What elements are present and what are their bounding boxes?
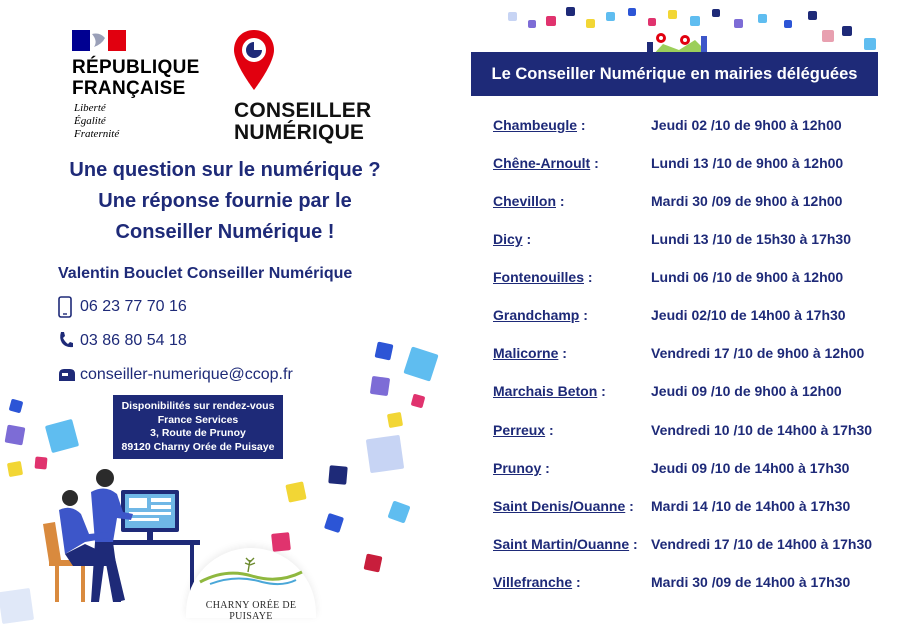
schedule-time: Mardi 30 /09 de 14h00 à 17h30	[651, 574, 851, 590]
conseiller-numerique-logo	[228, 28, 372, 148]
schedule-place: Chevillon :	[493, 193, 565, 209]
schedule-place-link[interactable]: Chêne-Arnoult	[493, 155, 591, 171]
dispo-line1: Disponibilités sur rendez-vous	[121, 400, 275, 412]
confetti-square	[784, 20, 792, 28]
confetti-square	[45, 419, 79, 453]
availability-box	[113, 395, 283, 459]
map-pin-icon	[232, 28, 276, 94]
schedule-place-link[interactable]: Chambeugle	[493, 117, 578, 133]
schedule-place: Chêne-Arnoult :	[493, 155, 599, 171]
confetti-square	[808, 11, 817, 20]
schedule-place: Chambeugle :	[493, 117, 586, 133]
schedule-place: Saint Denis/Ouanne :	[493, 498, 634, 514]
rf-line1: RÉPUBLIQUE	[72, 57, 200, 78]
schedule-place-link[interactable]: Saint Martin/Ouanne	[493, 536, 630, 552]
schedule-place: Fontenouilles :	[493, 269, 593, 285]
confetti-square	[364, 554, 383, 573]
phone-number[interactable]: 03 86 80 54 18	[80, 332, 187, 349]
schedule-place-link[interactable]: Saint Denis/Ouanne	[493, 498, 626, 514]
landscape-icon	[196, 554, 306, 590]
confetti-square	[842, 26, 852, 36]
motto-fraternite: Fraternité	[74, 128, 120, 140]
dispo-line4: 89120 Charny Orée de Puisaye	[121, 440, 275, 453]
headline-line1: Une question sur le numérique ?	[69, 159, 381, 181]
confetti-square	[734, 19, 743, 28]
confetti-square	[668, 10, 677, 19]
schedule-place-link[interactable]: Grandchamp	[493, 307, 580, 323]
confetti-square	[9, 399, 24, 414]
headline-line3: Conseiller Numérique !	[115, 221, 335, 243]
email-address[interactable]: conseiller-numerique@ccop.fr	[80, 366, 293, 383]
schedule-place-link[interactable]: Prunoy	[493, 460, 542, 476]
schedule-time: Mardi 14 /10 de 14h00 à 17h30	[651, 498, 851, 514]
confetti-square	[366, 435, 404, 473]
schedule-time: Jeudi 09 /10 de 9h00 à 12h00	[651, 383, 842, 399]
mobile-number[interactable]: 06 23 77 70 16	[80, 298, 187, 315]
schedule-place-link[interactable]: Perreux	[493, 422, 546, 438]
charny-logo	[186, 548, 316, 622]
confetti-square	[648, 18, 656, 26]
schedule-time: Lundi 06 /10 de 9h00 à 12h00	[651, 269, 844, 285]
headline	[30, 155, 420, 248]
cn-line2: NUMÉRIQUE	[234, 121, 365, 144]
confetti-square	[411, 394, 426, 409]
confetti-square	[370, 376, 390, 396]
marianne-flag-icon	[72, 30, 126, 51]
confetti-square	[328, 465, 348, 485]
confetti-square	[606, 12, 615, 21]
computer-users-illustration	[25, 462, 205, 612]
cn-line1: CONSEILLER	[234, 99, 372, 122]
motto-egalite: Égalité	[74, 115, 106, 127]
phone-icon	[58, 331, 74, 349]
confetti-square	[690, 16, 700, 26]
schedule-time: Lundi 13 /10 de 9h00 à 12h00	[651, 155, 844, 171]
schedule-time: Jeudi 02/10 de 14h00 à 17h30	[651, 307, 846, 323]
confetti-square	[324, 513, 344, 533]
mobile-phone-icon	[58, 296, 72, 318]
dispo-line2: France Services	[157, 413, 239, 426]
confetti-square	[0, 588, 34, 624]
schedule-place-link[interactable]: Dicy	[493, 231, 523, 247]
charny-logo-text: CHARNY ORÉE DE PUISAYE	[205, 600, 297, 622]
confetti-square	[5, 425, 26, 446]
schedule-time: Jeudi 09 /10 de 14h00 à 17h30	[651, 460, 850, 476]
confetti-square	[403, 346, 438, 381]
schedule-place-link[interactable]: Chevillon	[493, 193, 557, 209]
confetti-square	[387, 412, 403, 428]
confetti-square	[758, 14, 767, 23]
confetti-square	[7, 461, 23, 477]
confetti-square	[508, 12, 517, 21]
confetti-square	[628, 8, 636, 16]
schedule-place-link[interactable]: Fontenouilles	[493, 269, 584, 285]
rf-line2: FRANÇAISE	[72, 78, 186, 99]
republique-francaise-logo	[72, 30, 212, 145]
confetti-square	[864, 38, 876, 50]
schedule-banner: Le Conseiller Numérique en mairies déléguées	[471, 52, 878, 96]
confetti-square	[712, 9, 720, 17]
motto-liberte: Liberté	[74, 102, 106, 114]
schedule-place: Villefranche :	[493, 574, 581, 590]
schedule-place: Saint Martin/Ouanne :	[493, 536, 638, 552]
confetti-square	[34, 456, 47, 469]
schedule-place: Grandchamp :	[493, 307, 588, 323]
confetti-square	[271, 532, 291, 552]
confetti-square	[387, 500, 410, 523]
confetti-square	[566, 7, 575, 16]
schedule-place: Prunoy :	[493, 460, 550, 476]
headline-line2: Une réponse fournie par le	[98, 190, 352, 212]
confetti-square	[822, 30, 834, 42]
confetti-square	[375, 342, 394, 361]
schedule-place-link[interactable]: Villefranche	[493, 574, 573, 590]
advisor-name: Valentin Bouclet Conseiller Numérique	[58, 265, 353, 282]
schedule-time: Vendredi 10 /10 de 14h00 à 17h30	[651, 422, 873, 438]
confetti-square	[528, 20, 536, 28]
confetti-square	[546, 16, 556, 26]
schedule-place: Perreux :	[493, 422, 554, 438]
schedule-time: Vendredi 17 /10 de 14h00 à 17h30	[651, 536, 873, 552]
schedule-time: Mardi 30 /09 de 9h00 à 12h00	[651, 193, 843, 209]
confetti-square	[285, 481, 306, 502]
schedule-place-link[interactable]: Marchais Beton	[493, 383, 598, 399]
schedule-place: Marchais Beton :	[493, 383, 606, 399]
schedule-place: Malicorne :	[493, 345, 567, 361]
schedule-time: Vendredi 17 /10 de 9h00 à 12h00	[651, 345, 865, 361]
schedule-time: Jeudi 02 /10 de 9h00 à 12h00	[651, 117, 842, 133]
schedule-place: Dicy :	[493, 231, 532, 247]
mailbox-icon	[58, 368, 76, 382]
confetti-square	[586, 19, 595, 28]
dispo-line3: 3, Route de Prunoy	[150, 427, 246, 439]
schedule-place-link[interactable]: Malicorne	[493, 345, 559, 361]
schedule-time: Lundi 13 /10 de 15h30 à 17h30	[651, 231, 851, 247]
